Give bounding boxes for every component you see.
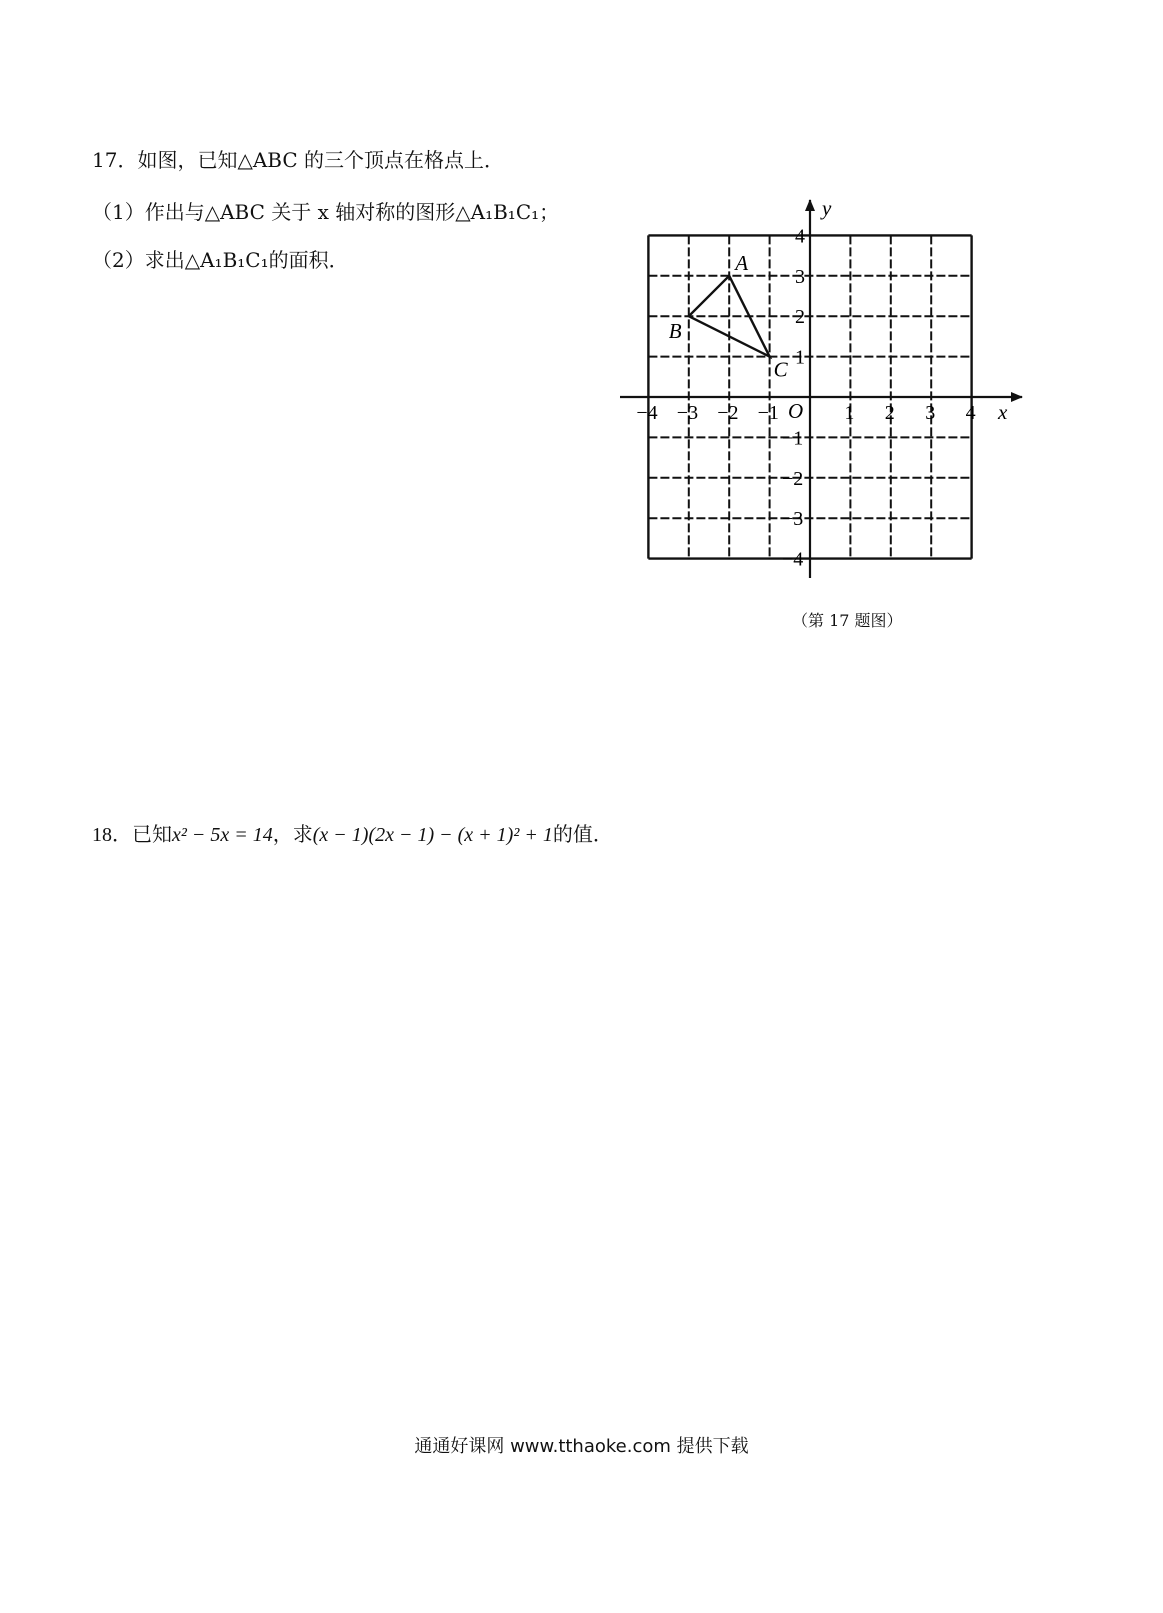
y-axis-label: y <box>822 196 832 220</box>
origin-label: O <box>788 399 804 423</box>
y-tick-label: −1 <box>782 427 804 450</box>
question-18-number: 18． <box>92 824 132 846</box>
x-tick-label: 2 <box>884 402 895 424</box>
x-tick-label: 1 <box>844 402 855 424</box>
question-17-title: 17．如图，已知△ABC 的三个顶点在格点上． <box>92 148 505 172</box>
vertex-label-b: B <box>668 319 682 344</box>
y-tick-label: 3 <box>795 265 805 288</box>
vertex-label-c: C <box>773 357 788 382</box>
question-18-condition: x² − 5x = 14 <box>172 824 273 846</box>
question-17-part-2: （2）求出△A₁B₁C₁的面积． <box>92 248 349 272</box>
y-tick-label: 1 <box>795 346 805 369</box>
x-tick-label: 4 <box>965 402 976 424</box>
y-tick-label: −3 <box>782 508 804 531</box>
x-tick-label: −1 <box>757 402 779 424</box>
question-18-suffix: 的值． <box>552 824 613 846</box>
x-tick-label: 3 <box>925 402 936 424</box>
footer-source: 通通好课网 www.tthaoke.com 提供下载 <box>414 1436 749 1457</box>
x-axis-label: x <box>998 400 1008 424</box>
question-18-prefix: 已知 <box>132 824 172 846</box>
question-18 <box>92 818 613 847</box>
y-tick-label: −4 <box>782 548 804 571</box>
question-17-part-1: （1）作出与△ABC 关于 x 轴对称的图形△A₁B₁C₁； <box>92 200 560 224</box>
x-tick-label: −4 <box>636 402 658 424</box>
y-tick-label: −2 <box>782 467 804 490</box>
vertex-label-a: A <box>735 250 749 275</box>
y-tick-label: 2 <box>795 306 805 329</box>
x-tick-label: −2 <box>717 402 739 424</box>
question-18-mid: ，求 <box>272 824 313 846</box>
x-tick-label: −3 <box>676 402 699 424</box>
question-18-expression: (x − 1)(2x − 1) − (x + 1)² + 1 <box>312 824 553 846</box>
y-tick-label: 4 <box>795 225 805 248</box>
figure-caption: （第 17 题图） <box>792 611 903 630</box>
